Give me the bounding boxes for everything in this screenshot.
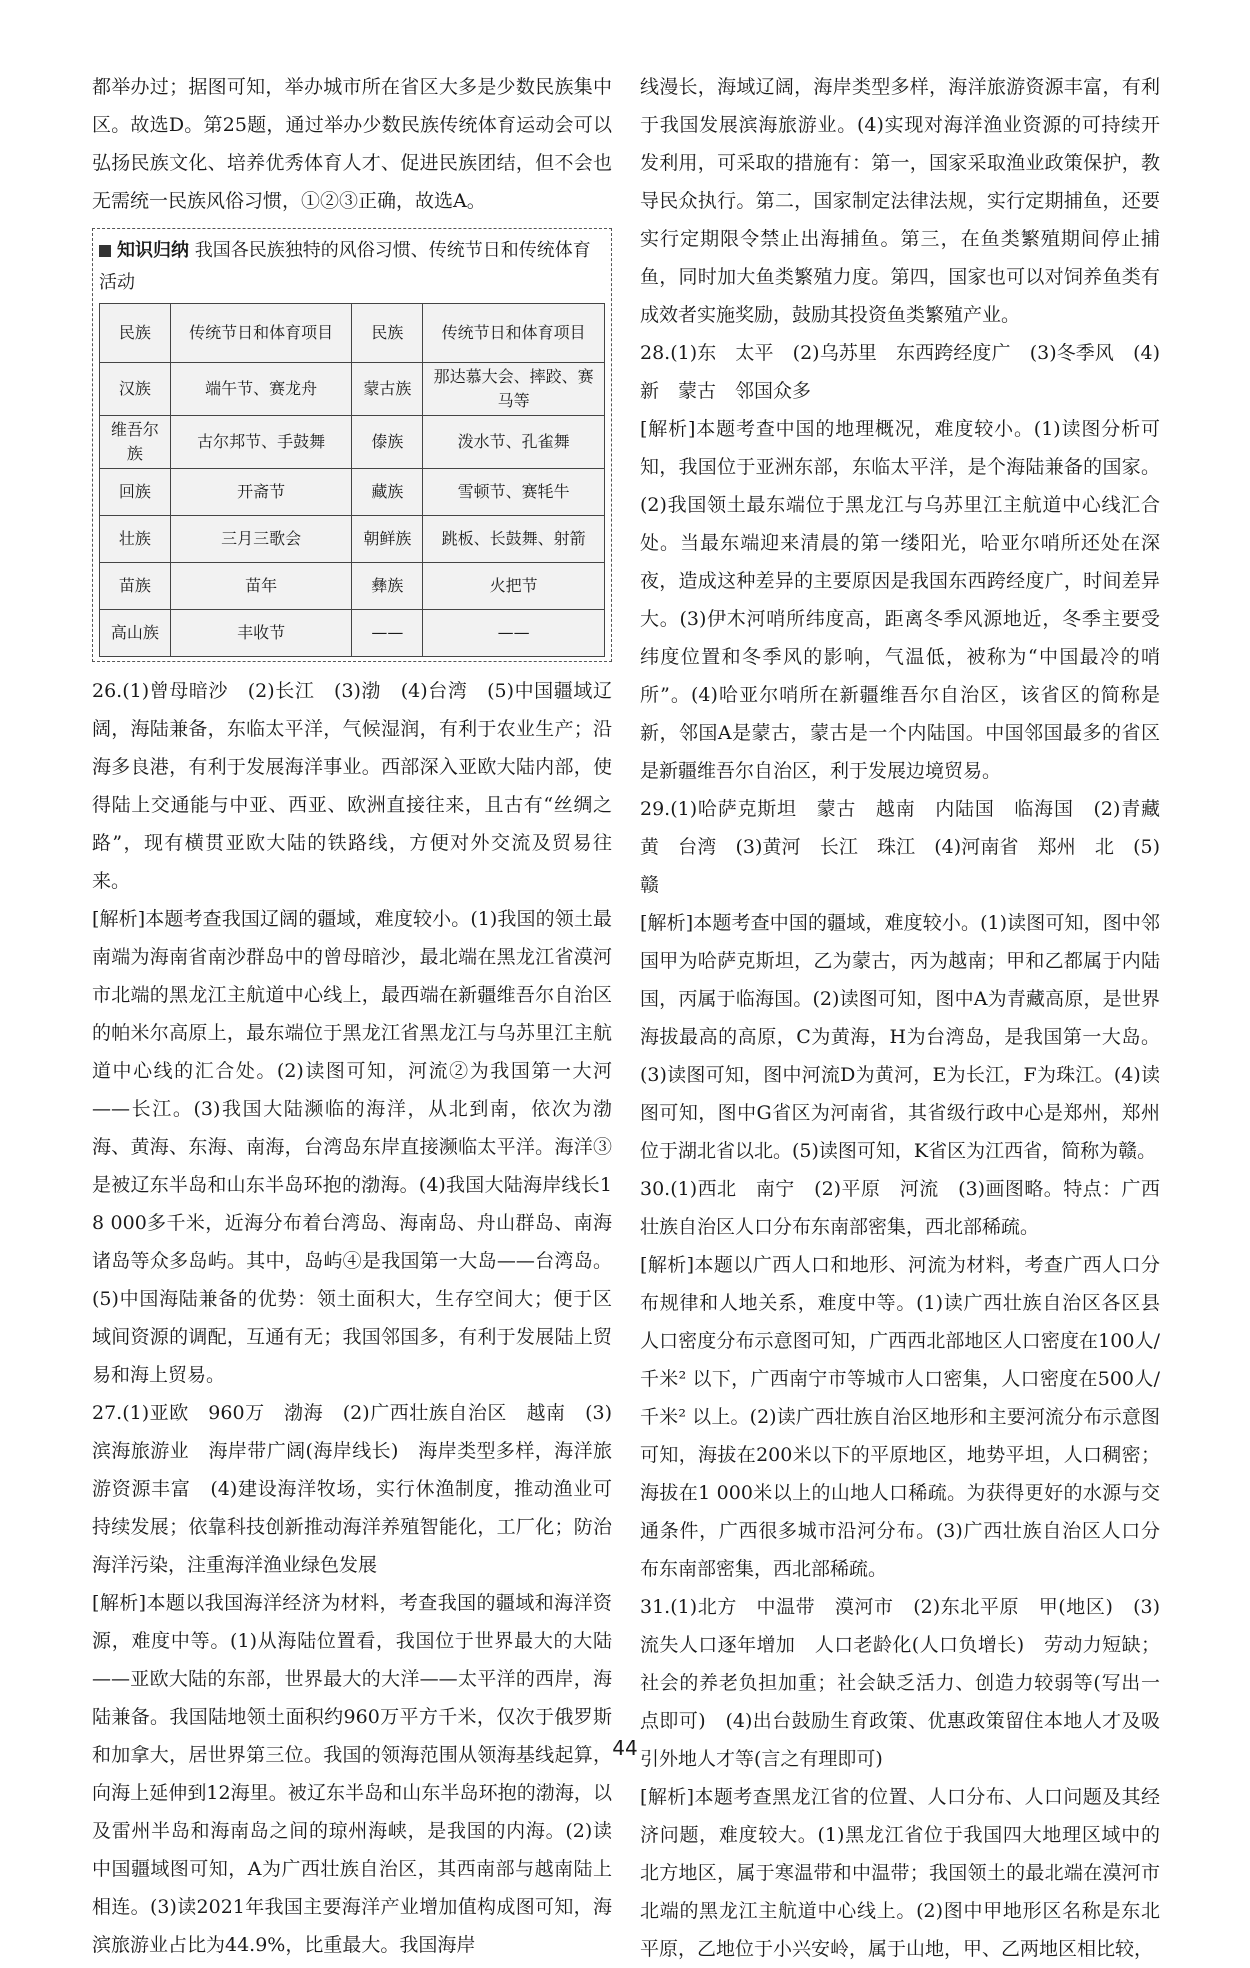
table-row: [100, 416, 605, 469]
q30-answer: 30.(1)西北 南宁 (2)平原 河流 (3)画图略。特点：广西壮族自治区人口分布东南部密集，西北部稀疏。: [640, 1178, 1160, 1238]
table-row: [100, 363, 605, 416]
table-cell: 蒙古族: [352, 363, 423, 416]
table-cell: 傣族: [352, 416, 423, 469]
table-cell: 丰收节: [170, 610, 352, 657]
q31-analysis: [解析]本题考查黑龙江省的位置、人口分布、人口问题及其经济问题，难度较大。(1)黑龙江省位于我国四大地理区域中的北方地区，属于寒温带和中温带；我国领土的最北端在漠河市北端的黑龙江主航道中心线上。(2)图中甲地形区名称是东北平原，乙地位于小兴安岭，属于山地，甲、乙两地区相比较，: [640, 1786, 1160, 1960]
q30-analysis: [解析]本题以广西人口和地形、河流为材料，考查广西人口分布规律和人地关系，难度中等。(1)读广西壮族自治区各区县人口密度分布示意图可知，广西西北部地区人口密度在100人/千米² 以下，广西南宁市等城市人口密集，人口密度在500人/千米² 以上。(2)读广西壮族自治区地形和主要河流分布示意图可知，海拔在200米以下的平原地区，地势平坦，人口稠密；海拔在1 000米以上的山地人口稀疏。为获得更好的水源与交通条件，广西很多城市沿河分布。(3)广西壮族自治区人口分布东南部密集，西北部稀疏。: [640, 1254, 1160, 1580]
table-cell: 藏族: [352, 469, 423, 516]
table-cell: 端午节、赛龙舟: [170, 363, 352, 416]
table-cell: 彝族: [352, 563, 423, 610]
table-cell: 苗族: [100, 563, 171, 610]
q28-answer: 28.(1)东 太平 (2)乌苏里 东西跨经度广 (3)冬季风 (4)新 蒙古 邻国众多: [640, 342, 1160, 402]
table-cell: 泼水节、孔雀舞: [423, 416, 605, 469]
left-column: [92, 68, 612, 1964]
table-cell: 雪顿节、赛牦牛: [423, 469, 605, 516]
table-cell: 回族: [100, 469, 171, 516]
table-cell: ——: [423, 610, 605, 657]
table-row: [100, 610, 605, 657]
table-cell: 朝鲜族: [352, 516, 423, 563]
table-cell: 三月三歌会: [170, 516, 352, 563]
knowledge-summary-heading: 我国各民族独特的风俗习惯、传统节日和传统体育活动: [99, 240, 591, 293]
square-bullet-icon: [99, 245, 111, 257]
q25-analysis-continuation: 都举办过；据图可知，举办城市所在省区大多是少数民族集中区。故选D。第25题，通过举办少数民族传统体育运动会可以弘扬民族文化、培养优秀体育人才、促进民族团结，但不会也无需统一民族风俗习惯，①②③正确，故选A。: [92, 76, 612, 212]
table-cell: 火把节: [423, 563, 605, 610]
knowledge-summary-title: [99, 235, 605, 299]
q27-analysis-continuation: 线漫长，海域辽阔，海岸类型多样，海洋旅游资源丰富，有利于我国发展滨海旅游业。(4)实现对海洋渔业资源的可持续开发利用，可采取的措施有：第一，国家采取渔业政策保护，教导民众执行。第二，国家制定法律法规，实行定期捕鱼，还要实行定期限令禁止出海捕鱼。第三，在鱼类繁殖期间停止捕鱼，同时加大鱼类繁殖力度。第四，国家也可以对饲养鱼类有成效者实施奖励，鼓励其投资鱼类繁殖产业。: [640, 76, 1160, 326]
table-header-row: [100, 304, 605, 363]
table-cell: 高山族: [100, 610, 171, 657]
q31-answer: 31.(1)北方 中温带 漠河市 (2)东北平原 甲(地区) (3)流失人口逐年增加 人口老龄化(人口负增长) 劳动力短缺；社会的养老负担加重；社会缺乏活力、创造力较弱等(写出一点即可) (4)出台鼓励生育政策、优惠政策留住本地人才及吸引外地人才等(言之有理即可): [640, 1596, 1160, 1770]
table-cell: 跳板、长鼓舞、射箭: [423, 516, 605, 563]
q26-answer: 26.(1)曾母暗沙 (2)长江 (3)渤 (4)台湾 (5)中国疆域辽阔，海陆兼备，东临太平洋，气候湿润，有利于农业生产；沿海多良港，有利于发展海洋事业。西部深入亚欧大陆内部，使得陆上交通能与中亚、西亚、欧洲直接往来，且古有“丝绸之路”，现有横贯亚欧大陆的铁路线，方便对外交流及贸易往来。: [92, 680, 612, 892]
header-festival-2: 传统节日和体育项目: [423, 304, 605, 363]
q29-answer: 29.(1)哈萨克斯坦 蒙古 越南 内陆国 临海国 (2)青藏 黄 台湾 (3)黄河 长江 珠江 (4)河南省 郑州 北 (5)赣: [640, 798, 1180, 896]
q29-analysis: [解析]本题考查中国的疆域，难度较小。(1)读图可知，图中邻国甲为哈萨克斯坦，乙为蒙古，丙为越南；甲和乙都属于内陆国，丙属于临海国。(2)读图可知，图中A为青藏高原，是世界海拔最高的高原，C为黄海，H为台湾岛，是我国第一大岛。(3)读图可知，图中河流D为黄河，E为长江，F为珠江。(4)读图可知，图中G省区为河南省，其省级行政中心是郑州，郑州位于湖北省以北。(5)读图可知，K省区为江西省，简称为赣。: [640, 912, 1160, 1162]
table-cell: 壮族: [100, 516, 171, 563]
table-cell: 开斋节: [170, 469, 352, 516]
table-cell: 古尔邦节、手鼓舞: [170, 416, 352, 469]
table-row: [100, 469, 605, 516]
q27-analysis: [解析]本题以我国海洋经济为材料，考查我国的疆域和海洋资源，难度中等。(1)从海陆位置看，我国位于世界最大的大陆——亚欧大陆的东部，世界最大的大洋——太平洋的西岸，海陆兼备。我国陆地领土面积约960万平方千米，仅次于俄罗斯和加拿大，居世界第三位。我国的领海范围从领海基线起算，向海上延伸到12海里。被辽东半岛和山东半岛环抱的渤海，以及雷州半岛和海南岛之间的琼州海峡，是我国的内海。(2)读中国疆域图可知，A为广西壮族自治区，其西南部与越南陆上相连。(3)读2021年我国主要海洋产业增加值构成图可知，海滨旅游业占比为44.9%，比重最大。我国海岸: [92, 1592, 612, 1956]
q28-analysis: [解析]本题考查中国的地理概况，难度较小。(1)读图分析可知，我国位于亚洲东部，东临太平洋，是个海陆兼备的国家。(2)我国领土最东端位于黑龙江与乌苏里江主航道中心线汇合处。当最东端迎来清晨的第一缕阳光，哈亚尔哨所还处在深夜，造成这种差异的主要原因是我国东西跨经度广，时间差异大。(3)伊木河哨所纬度高，距离冬季风源地近，冬季主要受纬度位置和冬季风的影响，气温低，被称为“中国最冷的哨所”。(4)哈亚尔哨所在新疆维吾尔自治区，该省区的简称是新，邻国A是蒙古，蒙古是一个内陆国。中国邻国最多的省区是新疆维吾尔自治区，利于发展边境贸易。: [640, 418, 1160, 782]
table-cell: 苗年: [170, 563, 352, 610]
header-festival-1: 传统节日和体育项目: [170, 304, 352, 363]
ethnic-customs-table: [99, 303, 605, 657]
page-number: 44: [612, 1736, 638, 1760]
table-row: [100, 516, 605, 563]
q26-analysis: [解析]本题考查我国辽阔的疆域，难度较小。(1)我国的领土最南端为海南省南沙群岛中的曾母暗沙，最北端在黑龙江省漠河市北端的黑龙江主航道中心线上，最西端在新疆维吾尔自治区的帕米尔高原上，最东端位于黑龙江省黑龙江与乌苏里江主航道中心线的汇合处。(2)读图可知，河流②为我国第一大河——长江。(3)我国大陆濒临的海洋，从北到南，依次为渤海、黄海、东海、南海，台湾岛东岸直接濒临太平洋。海洋③是被辽东半岛和山东半岛环抱的渤海。(4)我国大陆海岸线长18 000多千米，近海分布着台湾岛、海南岛、舟山群岛、南海诸岛等众多岛屿。其中，岛屿④是我国第一大岛——台湾岛。(5)中国海陆兼备的优势：领土面积大，生存空间大；便于区域间资源的调配，互通有无；我国邻国多，有利于发展陆上贸易和海上贸易。: [92, 908, 612, 1386]
table-cell: ——: [352, 610, 423, 657]
table-cell: 汉族: [100, 363, 171, 416]
q27-answer: 27.(1)亚欧 960万 渤海 (2)广西壮族自治区 越南 (3)滨海旅游业 海岸带广阔(海岸线长) 海岸类型多样，海洋旅游资源丰富 (4)建设海洋牧场，实行休渔制度，推动渔业可持续发展；依靠科技创新推动海洋养殖智能化，工厂化；防治海洋污染，注重海洋渔业绿色发展: [92, 1402, 612, 1576]
knowledge-summary-box: [92, 228, 612, 662]
table-row: [100, 563, 605, 610]
table-cell: 维吾尔族: [100, 416, 171, 469]
knowledge-summary-tag: 知识归纳: [117, 240, 189, 261]
right-column: [640, 68, 1180, 1968]
table-cell: 那达慕大会、摔跤、赛马等: [423, 363, 605, 416]
header-ethnicity-1: 民族: [100, 304, 171, 363]
header-ethnicity-2: 民族: [352, 304, 423, 363]
